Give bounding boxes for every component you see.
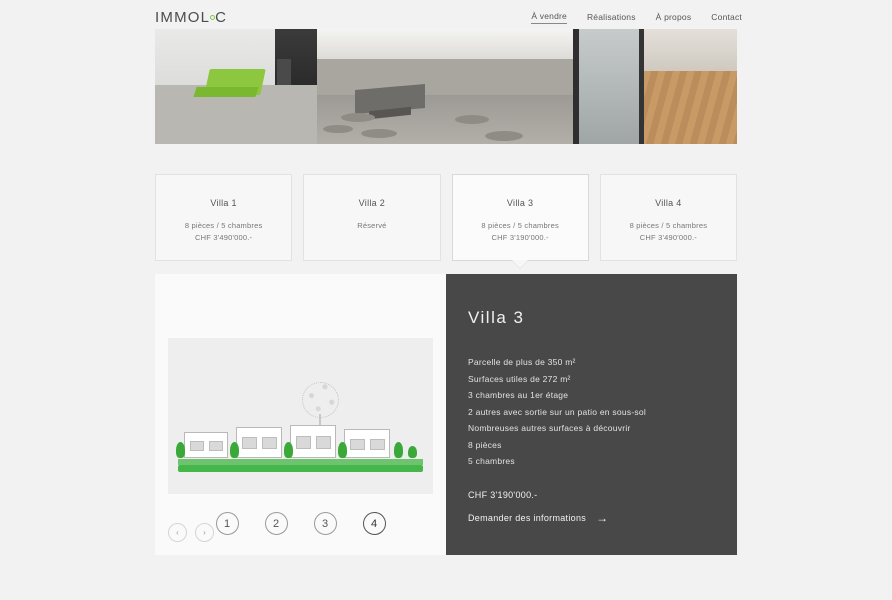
plan-window [209, 441, 223, 451]
villa-detail-price: CHF 3'190'000.- [468, 489, 538, 500]
villa-card-rooms: 8 pièces / 5 chambres [184, 221, 263, 230]
hero-steppingstone [341, 113, 375, 122]
villa-card-price: CHF 3'490'000.- [639, 233, 697, 242]
hero-image [155, 29, 737, 144]
plan-window [370, 439, 385, 450]
nav-item-a-propos[interactable]: À propos [655, 11, 692, 22]
spec-autres-surfaces: Nombreuses autres surfaces à découvrir [468, 423, 631, 433]
plan-window [242, 437, 257, 449]
plan-house-4 [344, 429, 390, 458]
shrub-icon [338, 442, 347, 458]
plan-window [190, 441, 204, 451]
hero-steppingstone [323, 125, 353, 133]
spec-pieces: 8 pièces [468, 439, 502, 450]
shrub-icon [408, 446, 417, 458]
hero-planter [277, 59, 291, 85]
slider-controls [168, 523, 214, 542]
hero-steppingstone [485, 131, 523, 141]
villa-info-panel [446, 274, 737, 555]
nav-item-realisations[interactable]: Réalisations [586, 11, 636, 22]
hero-steppingstone [361, 129, 397, 138]
villa-card-title: Villa 3 [506, 198, 534, 208]
villa-card-price: CHF 3'490'000.- [195, 233, 253, 242]
spec-surfaces: Surfaces utiles de 272 m² [468, 373, 571, 384]
villa-card-title: Villa 1 [210, 198, 237, 208]
spec-parcelle: Parcelle de plus de 350 m² [468, 357, 576, 367]
plan-window [296, 436, 311, 449]
spec-patio: 2 autres avec sortie sur un patio en sous-sol [468, 406, 647, 417]
plan-ground-strip [178, 465, 423, 472]
villa-card-list [155, 174, 737, 261]
brand-name-post: C [215, 9, 228, 26]
villa-card-3[interactable] [452, 174, 589, 261]
shrub-icon [284, 442, 293, 458]
nav-item-contact[interactable]: Contact [711, 11, 742, 22]
villa-marker-3[interactable]: 3 [314, 512, 337, 535]
villa-card-1[interactable] [155, 174, 292, 261]
villa-card-price: CHF 3'190'000.- [491, 233, 549, 242]
plan-window [350, 439, 365, 450]
site-plan-panel [155, 274, 446, 555]
hero-scene [155, 29, 737, 144]
plan-house-1 [184, 432, 228, 458]
villa-card-title: Villa 2 [358, 198, 386, 208]
villa-card-4[interactable] [600, 174, 737, 261]
brand-name-pre: IMMOL [155, 9, 211, 26]
spec-chambres: 5 chambres [468, 456, 515, 466]
chevron-right-icon[interactable]: › [195, 523, 214, 542]
plan-window [316, 436, 331, 449]
hero-steppingstone [455, 115, 489, 124]
villa-marker-2[interactable]: 2 [265, 512, 288, 535]
plan-window [262, 437, 277, 449]
selected-pointer [512, 260, 528, 268]
villa-detail-title: Villa 3 [468, 308, 525, 327]
request-info-label: Demander des informations [468, 512, 587, 523]
nav-item-a-vendre[interactable]: À vendre [531, 11, 567, 24]
hero-glass-pane [579, 29, 639, 144]
villa-marker-1[interactable]: 1 [216, 512, 239, 535]
brand-logo[interactable] [155, 9, 227, 26]
shrub-icon [230, 442, 239, 458]
main-nav [531, 11, 742, 24]
villa-card-rooms: 8 pièces / 5 chambres [481, 221, 559, 230]
villa-card-rooms: 8 pièces / 5 chambres [629, 221, 708, 230]
plan-house-2 [236, 427, 282, 458]
shrub-icon [394, 442, 403, 458]
request-info-link[interactable] [468, 512, 737, 524]
arrow-right-icon: → [596, 510, 609, 525]
villa-card-status: Réservé [357, 221, 387, 230]
shrub-icon [176, 442, 185, 458]
hero-wood-floor [644, 71, 737, 144]
hero-wall-right [644, 29, 737, 71]
tree-icon [298, 378, 343, 422]
villa-card-title: Villa 4 [655, 198, 682, 208]
villa-marker-4[interactable]: 4 [363, 512, 386, 535]
chevron-left-icon[interactable]: ‹ [168, 523, 187, 542]
villa-detail-panel [155, 274, 737, 555]
villa-card-2[interactable] [303, 174, 440, 261]
hero-ceiling [317, 29, 573, 59]
plan-house-3 [290, 425, 336, 458]
hero-green-chair-base [193, 87, 258, 97]
spec-chambres-etage: 3 chambres au 1er étage [468, 390, 569, 400]
site-plan-illustration [168, 338, 433, 494]
